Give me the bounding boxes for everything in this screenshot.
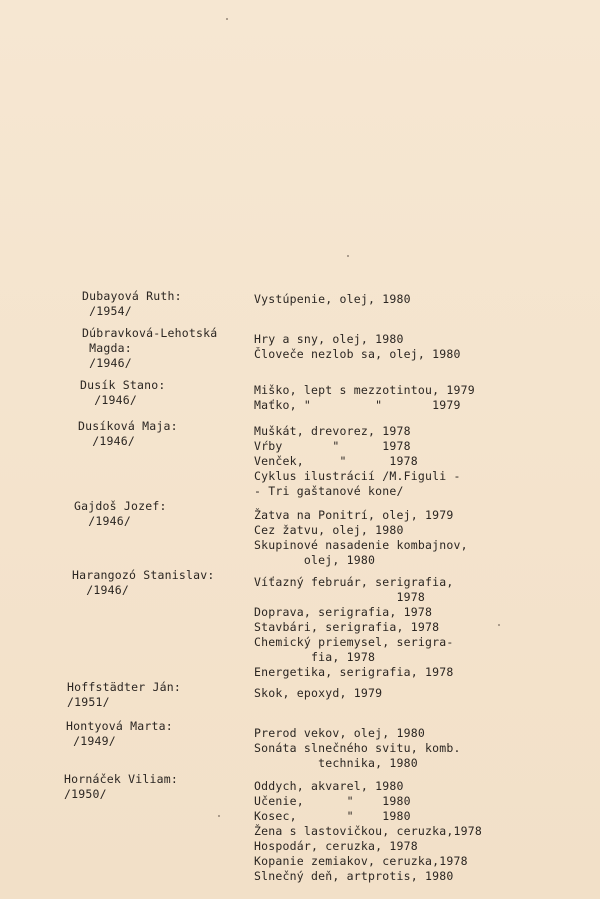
artist-name — [72, 568, 214, 598]
artist-name — [80, 378, 165, 408]
work-line: 1978 — [254, 590, 425, 604]
artist-detail-line: /1951/ — [67, 695, 110, 709]
artist-detail-line: /1946/ — [78, 434, 135, 448]
work-line: Človeče nezlob sa, olej, 1980 — [254, 347, 461, 361]
work-line: Maťko, " " 1979 — [254, 398, 461, 412]
work-line: Stavbári, serigrafia, 1978 — [254, 620, 440, 634]
artist-detail-line: /1954/ — [82, 304, 132, 318]
work-line: Hospodár, ceruzka, 1978 — [254, 839, 418, 853]
work-line: Muškát, drevorez, 1978 — [254, 424, 411, 438]
artist-name — [67, 680, 181, 710]
work-line: Sonáta slnečného svitu, komb. — [254, 741, 461, 755]
paper-speck — [226, 18, 228, 20]
work-line: Kopanie zemiakov, ceruzka,1978 — [254, 854, 468, 868]
artist-name-line: Gajdoš Jozef: — [74, 499, 167, 513]
works-list — [254, 332, 461, 362]
paper-speck — [347, 255, 349, 257]
artist-name — [82, 289, 182, 319]
work-line: Kosec, " 1980 — [254, 809, 411, 823]
artist-name — [74, 499, 167, 529]
artist-name-line: Hoffstädter Ján: — [67, 680, 181, 694]
work-line: olej, 1980 — [254, 553, 376, 567]
work-line: technika, 1980 — [254, 756, 418, 770]
artist-name-line: Hornáček Viliam: — [64, 772, 178, 786]
work-line: fia, 1978 — [254, 650, 376, 664]
works-list — [254, 424, 461, 499]
artist-detail-line: /1946/ — [80, 393, 137, 407]
work-line: Víťazný február, serigrafia, — [254, 575, 454, 589]
artist-name — [66, 719, 173, 749]
work-line: Skupinové nasadenie kombajnov, — [254, 538, 468, 552]
work-line: Žatva na Ponitrí, olej, 1979 — [254, 508, 454, 522]
artist-name-line: Dubayová Ruth: — [82, 289, 182, 303]
artist-name-line: Dusíková Maja: — [78, 419, 178, 433]
artist-name-line: Dúbravková-Lehotská — [82, 326, 218, 340]
paper-speck — [498, 624, 500, 626]
artist-detail-line: /1946/ — [72, 583, 129, 597]
artist-name — [82, 326, 217, 371]
work-line: Hry a sny, olej, 1980 — [254, 332, 404, 346]
artist-name-line: Dusík Stano: — [80, 378, 166, 392]
work-line: Cez žatvu, olej, 1980 — [254, 523, 404, 537]
artist-name — [64, 772, 178, 802]
artist-name-line: Hontyová Marta: — [66, 719, 173, 733]
work-line: Vŕby " 1978 — [254, 439, 411, 453]
works-list — [254, 508, 468, 568]
artist-detail-line: Magda: — [82, 341, 132, 355]
work-line: Oddych, akvarel, 1980 — [254, 779, 404, 793]
artist-name — [78, 419, 178, 449]
work-line: Venček, " 1978 — [254, 454, 418, 468]
artist-detail-line: /1946/ — [82, 356, 132, 370]
works-list — [254, 686, 382, 701]
work-line: Žena s lastovičkou, ceruzka,1978 — [254, 824, 482, 838]
work-line: Učenie, " 1980 — [254, 794, 411, 808]
artist-detail-line: /1950/ — [64, 787, 107, 801]
work-line: - Tri gaštanové kone/ — [254, 484, 404, 498]
work-line: Slnečný deň, artprotis, 1980 — [254, 869, 454, 883]
work-line: Skok, epoxyd, 1979 — [254, 686, 383, 700]
artist-name-line: Harangozó Stanislav: — [72, 568, 215, 582]
works-list — [254, 383, 475, 413]
artist-detail-line: /1946/ — [74, 514, 131, 528]
work-line: Prerod vekov, olej, 1980 — [254, 726, 425, 740]
paper-speck — [218, 815, 220, 817]
work-line: Doprava, serigrafia, 1978 — [254, 605, 433, 619]
work-line: Chemický priemysel, serigra- — [254, 635, 454, 649]
work-line: Energetika, serigrafia, 1978 — [254, 665, 454, 679]
works-list — [254, 292, 411, 307]
works-list — [254, 726, 461, 771]
work-line: Cyklus ilustrácií /M.Figuli - — [254, 469, 461, 483]
work-line: Miško, lept s mezzotintou, 1979 — [254, 383, 475, 397]
works-list — [254, 779, 482, 884]
works-list — [254, 575, 453, 680]
artist-detail-line: /1949/ — [66, 734, 116, 748]
work-line: Vystúpenie, olej, 1980 — [254, 292, 411, 306]
